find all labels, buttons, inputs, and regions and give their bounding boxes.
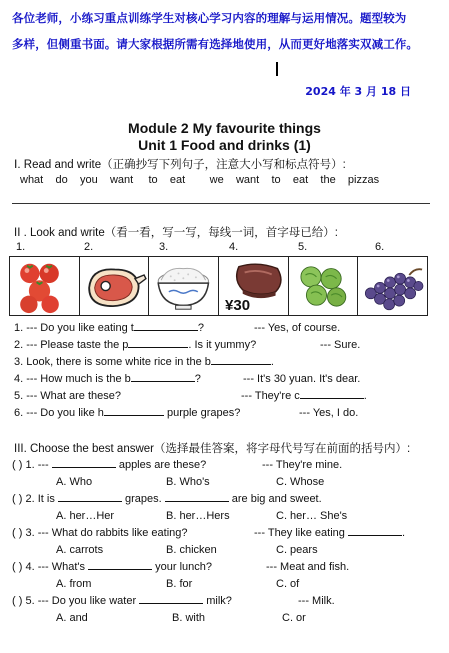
item-number: 5.: [14, 390, 24, 402]
blank[interactable]: [134, 330, 198, 331]
blank[interactable]: [348, 535, 402, 536]
blank[interactable]: [139, 603, 203, 604]
scrambled-words: [20, 174, 379, 186]
fill-item: [14, 390, 121, 402]
answer-parentheses[interactable]: ( ): [12, 493, 23, 505]
item-number: 2.: [14, 339, 24, 351]
given-letter: t: [130, 322, 134, 334]
word: you: [79, 174, 98, 186]
fill-item: [14, 356, 274, 368]
word: what: [20, 174, 44, 186]
unit-title: Unit 1 Food and drinks (1): [138, 137, 311, 153]
fill-item: [14, 373, 201, 385]
item-reply: --- It's 30 yuan. It's dear.: [243, 373, 361, 385]
item-text: --- They're c: [241, 390, 300, 402]
question-number: 4.: [25, 561, 35, 573]
question-text: --- What's: [37, 561, 86, 573]
question-reply: --- Milk.: [298, 595, 335, 607]
text-cursor: [276, 62, 278, 76]
answer-parentheses[interactable]: ( ): [12, 595, 23, 607]
option: B. with: [172, 612, 206, 624]
question-text: --- What do rabbits like eating?: [37, 527, 188, 539]
question-text: ---: [37, 459, 49, 471]
item-text: --- What are these?: [26, 390, 122, 402]
brussels-sprouts-icon: [289, 257, 359, 315]
module-title: Module 2 My favourite things: [128, 120, 321, 136]
item-text: ?: [197, 322, 204, 334]
option: A. Who: [56, 476, 93, 488]
answer-line: [12, 203, 430, 204]
word: want: [109, 174, 134, 186]
question-text: are big and sweet.: [231, 493, 322, 505]
section2-heading: II . Look and write（看一看，写一写，每线一词，首字母已给）:: [14, 227, 338, 239]
answer-parentheses[interactable]: ( ): [12, 561, 23, 573]
picture-number: 3.: [159, 241, 169, 253]
word: do: [55, 174, 68, 186]
section3-heading: III. Choose the best answer（选择最佳答案，将字母代号写在前面的括号内）:: [14, 443, 411, 455]
word: the: [320, 174, 336, 186]
answer-parentheses[interactable]: ( ): [12, 459, 23, 471]
item-text: --- Please taste the: [26, 339, 123, 351]
question-text: apples are these?: [118, 459, 207, 471]
item-text: .: [270, 356, 274, 368]
question-text: --- Do you like water: [37, 595, 137, 607]
beef-icon: [219, 257, 289, 315]
picture-number: 5.: [298, 241, 308, 253]
grapes-icon: [358, 257, 427, 315]
given-letter: h: [97, 407, 104, 419]
option: B. Who's: [166, 476, 210, 488]
option: A. from: [56, 578, 92, 590]
word: to: [148, 174, 158, 186]
picture-number: 6.: [375, 241, 385, 253]
option: C. Whose: [276, 476, 325, 488]
given-letter: b: [124, 373, 131, 385]
question-text: It is: [37, 493, 55, 505]
question-number: 3.: [25, 527, 35, 539]
question-number: 2.: [25, 493, 35, 505]
question-text: your lunch?: [155, 561, 213, 573]
option: C. of: [276, 578, 300, 590]
question-text: --- They like eating: [254, 527, 345, 539]
price-label: ¥30: [225, 297, 251, 314]
blank[interactable]: [211, 364, 271, 365]
picture-number: 4.: [229, 241, 239, 253]
given-letter: b: [204, 356, 211, 368]
item-text: Look, there is some white rice in the: [26, 356, 205, 368]
option: B. her…Hers: [166, 510, 230, 522]
option: C. or: [282, 612, 306, 624]
item-reply: --- Yes, of course.: [254, 322, 341, 334]
question-number: 5.: [25, 595, 35, 607]
word: want: [235, 174, 260, 186]
item-number: 4.: [14, 373, 24, 385]
meat-icon: [80, 257, 150, 315]
item-reply: --- Sure.: [320, 339, 361, 351]
rice-bowl-icon: [149, 257, 219, 315]
picture-number: 1.: [16, 241, 26, 253]
item-reply: [241, 390, 367, 402]
fill-item: [14, 407, 240, 419]
item-number: 3.: [14, 356, 24, 368]
item-text: .: [363, 390, 367, 402]
question-reply: --- Meat and fish.: [266, 561, 350, 573]
tomatoes-icon: [10, 257, 80, 315]
item-text: . Is it yummy?: [188, 339, 257, 351]
blank[interactable]: [58, 501, 122, 502]
word: eat: [292, 174, 309, 186]
question: [12, 493, 322, 505]
question: [12, 561, 212, 573]
picture-number: 2.: [84, 241, 94, 253]
question-text: milk?: [206, 595, 232, 607]
blank[interactable]: [52, 467, 116, 468]
blank[interactable]: [165, 501, 229, 502]
item-reply: --- Yes, I do.: [299, 407, 359, 419]
notice-line-2: 多样，但侧重书面。请大家根据所需有选择地使用，从而更好地落实双减工作。: [12, 37, 418, 51]
question-reply: [254, 527, 405, 539]
option: C. her… She's: [276, 510, 348, 522]
question-number: 1.: [25, 459, 35, 471]
option: A. carrots: [56, 544, 104, 556]
date: 2024 年 3 月 18 日: [305, 85, 411, 98]
fill-item: [14, 322, 204, 334]
picture-grid: [9, 256, 428, 316]
answer-parentheses[interactable]: ( ): [12, 527, 23, 539]
option: A. and: [56, 612, 88, 624]
item-text: --- Do you like eating: [26, 322, 131, 334]
item-number: 6.: [14, 407, 24, 419]
blank[interactable]: [300, 398, 364, 399]
word: pizzas: [347, 174, 380, 186]
blank[interactable]: [131, 381, 195, 382]
item-text: purple grapes?: [163, 407, 241, 419]
question-text: .: [401, 527, 406, 539]
item-text: --- Do you like: [26, 407, 98, 419]
question-text: grapes.: [124, 493, 162, 505]
option: B. chicken: [166, 544, 217, 556]
blank[interactable]: [104, 415, 164, 416]
word: to: [271, 174, 281, 186]
question: [12, 459, 206, 471]
option: A. her…Her: [56, 510, 115, 522]
blank[interactable]: [128, 347, 188, 348]
word: eat: [169, 174, 186, 186]
item-number: 1.: [14, 322, 24, 334]
item-text: --- How much is the: [26, 373, 125, 385]
item-text: ?: [194, 373, 201, 385]
fill-item: [14, 339, 256, 351]
given-letter: p: [122, 339, 129, 351]
question: [12, 595, 232, 607]
section1-heading: Ⅰ. Read and write（正确抄写下列句子，注意大小写和标点符号）:: [14, 159, 346, 171]
notice-line-1: 各位老师，小练习重点训练学生对核心学习内容的理解与运用情况。题型较为: [12, 11, 407, 25]
option: C. pears: [276, 544, 318, 556]
blank[interactable]: [88, 569, 152, 570]
question-reply: --- They're mine.: [262, 459, 343, 471]
option: B. for: [166, 578, 193, 590]
word: we: [209, 174, 224, 186]
question: [12, 527, 188, 539]
